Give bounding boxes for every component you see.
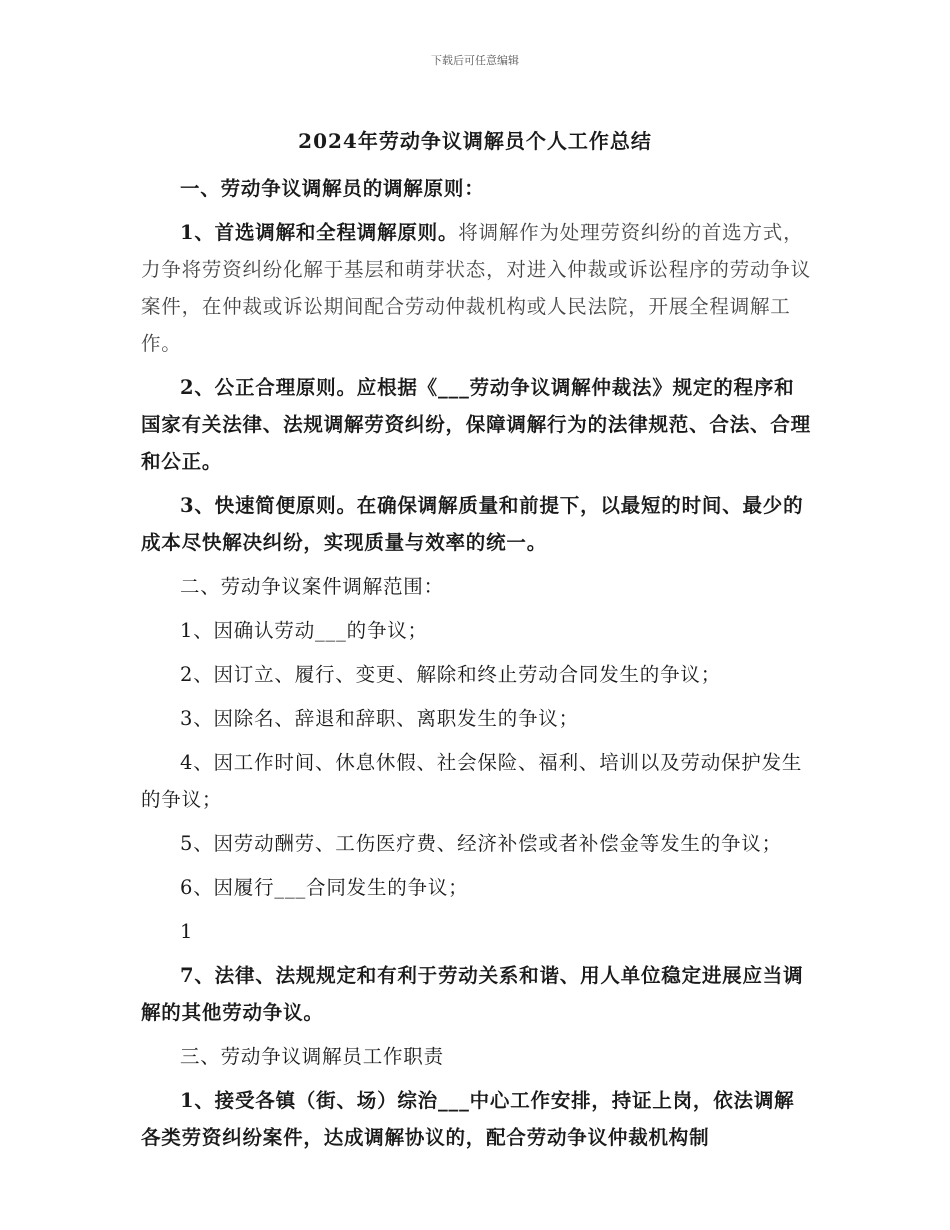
document-title: 2024年劳动争议调解员个人工作总结 [298,129,652,153]
scope-item-4: 4、因工作时间、休息休假、社会保险、福利、培训以及劳动保护发生的争议； [141,751,803,811]
paragraph-principle-1 [141,214,813,362]
principle-1-body: 将调解作为处理劳资纠纷的首选方式，力争将劳资纠纷化解于基层和萌芽状态，对进入仲裁或诉讼程序的劳动争议案件，在仲裁或诉讼期间配合劳动仲裁机构或人民法院，开展全程调解工作。 [141,221,811,355]
scope-item-1: 1、因确认劳动___的争议； [180,619,428,642]
section-heading-2: 二、劳动争议案件调解范围： [180,575,444,598]
scope-item-7: 7、法律、法规规定和有利于劳动关系和谐、用人单位稳定进展应当调解的其他劳动争议。 [141,964,804,1024]
section-heading-1: 一、劳动争议调解员的调解原则： [180,177,485,200]
page-header: 下载后可任意编辑 [431,54,519,67]
paragraph-principle-2: 2、公正合理原则。应根据《___劳动争议调解仲裁法》规定的程序和国家有关法律、法规调解劳资纠纷，保障调解行为的法律规范、合法、合理和公正。 [141,376,811,473]
principle-1-lead: 1、首选调解和全程调解原则。 [180,221,459,244]
scope-item-5: 5、因劳动酬劳、工伤医疗费、经济补偿或者补偿金等发生的争议； [180,832,782,855]
page-number: 1 [180,920,194,943]
document-body [141,170,813,1163]
duty-item-1: 1、接受各镇（街、场）综治___中心工作安排，持证上岗，依法调解各类劳资纠纷案件，达成调解协议的，配合劳动争议仲裁机构制 [141,1089,795,1149]
scope-item-3: 3、因除名、辞退和辞职、离职发生的争议； [180,707,579,730]
section-heading-3: 三、劳动争议调解员工作职责 [180,1045,444,1068]
scope-item-6: 6、因履行___合同发生的争议； [180,876,469,899]
paragraph-principle-3: 3、快速简便原则。在确保调解质量和前提下，以最短的时间、最少的成本尽快解决纠纷，实现质量与效率的统一。 [141,494,804,554]
scope-item-2: 2、因订立、履行、变更、解除和终止劳动合同发生的争议； [180,663,722,686]
